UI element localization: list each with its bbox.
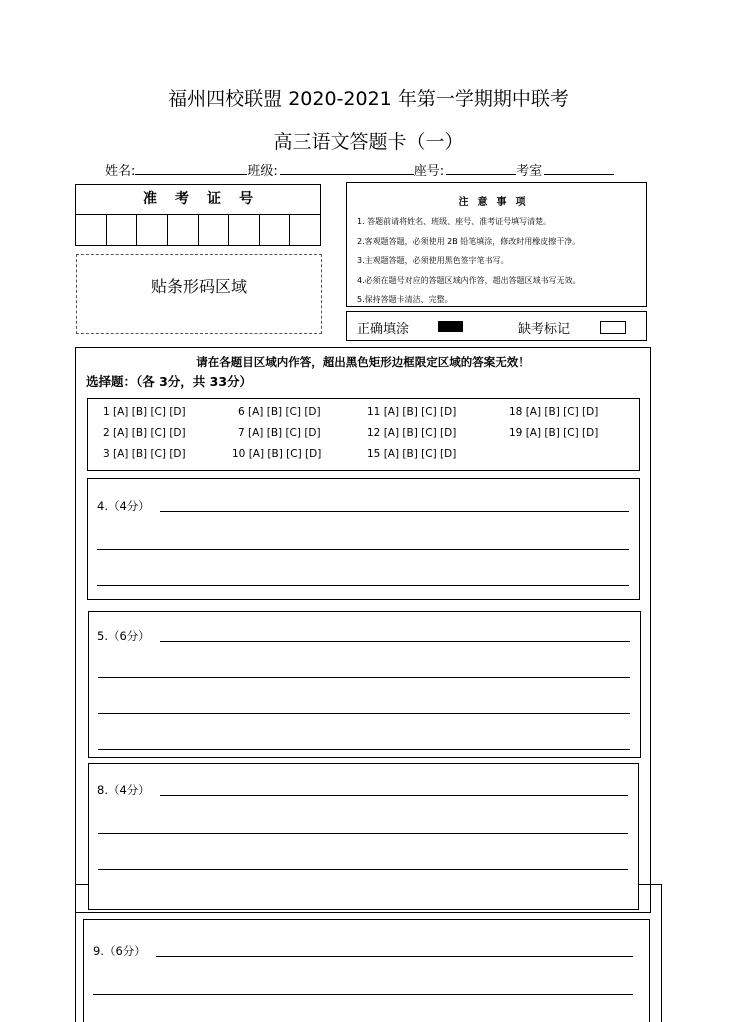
mc-item-18[interactable]: 18 [A] [B] [C] [D]	[509, 406, 599, 418]
mc-item-6[interactable]: 6 [A] [B] [C] [D]	[238, 406, 321, 418]
barcode-area	[76, 254, 322, 334]
q9-answer-line[interactable]	[93, 994, 633, 995]
q8-answer-line[interactable]	[98, 869, 628, 870]
barcode-area-label: 贴条形码区域	[150, 277, 247, 296]
exam-number-cell[interactable]	[260, 215, 291, 245]
q9-answer-line[interactable]	[156, 956, 633, 957]
q4-answer-line[interactable]	[160, 511, 629, 512]
exam-number-cell[interactable]	[137, 215, 168, 245]
notice-box	[346, 182, 647, 307]
student-info-row	[105, 160, 614, 179]
exam-number-cell[interactable]	[229, 215, 260, 245]
mc-item-15[interactable]: 15 [A] [B] [C] [D]	[367, 448, 457, 460]
class-label: 班级:	[247, 164, 278, 179]
exam-number-box	[75, 184, 321, 246]
q4-box	[87, 478, 640, 600]
q5-answer-line[interactable]	[98, 677, 630, 678]
mc-item-10[interactable]: 10 [A] [B] [C] [D]	[232, 448, 322, 460]
class-field[interactable]	[280, 162, 414, 175]
q4-label: 4.（4分）	[97, 499, 150, 513]
q5-answer-line[interactable]	[98, 713, 630, 714]
absent-mark-label: 缺考标记	[518, 322, 571, 337]
room-field[interactable]	[544, 162, 614, 175]
exam-number-cells	[76, 215, 320, 245]
notice-item: 2.客观题答题，必须使用 2B 铅笔填涂，修改时用橡皮擦干净。	[357, 236, 581, 246]
exam-number-heading: 准考证号	[76, 185, 320, 215]
q4-answer-line[interactable]	[97, 585, 629, 586]
q8-answer-line[interactable]	[160, 795, 628, 796]
q9-label: 9.（6分）	[93, 944, 146, 958]
mc-section-title: 选择题：（各 3分，共 33分）	[86, 374, 253, 389]
mc-item-1[interactable]: 1 [A] [B] [C] [D]	[103, 406, 186, 418]
q5-answer-line[interactable]	[98, 749, 630, 750]
seat-field[interactable]	[446, 162, 516, 175]
exam-number-cell[interactable]	[76, 215, 107, 245]
fill-legend	[346, 311, 647, 341]
page-subtitle: 高三语文答题卡（一）	[273, 131, 464, 153]
correct-fill-label: 正确填涂	[357, 322, 410, 337]
exam-number-cell[interactable]	[290, 215, 320, 245]
mc-item-19[interactable]: 19 [A] [B] [C] [D]	[509, 427, 599, 439]
room-label: 考室	[516, 164, 543, 179]
q5-answer-line[interactable]	[160, 641, 630, 642]
notice-item: 3.主观题答题，必须使用黑色签字笔书写。	[357, 256, 509, 265]
correct-fill-swatch	[438, 321, 463, 332]
absent-mark-checkbox[interactable]	[600, 321, 626, 334]
name-label: 姓名:	[105, 164, 136, 179]
exam-number-cell[interactable]	[107, 215, 138, 245]
q8-label: 8.（4分）	[97, 783, 150, 797]
notice-item: 1. 答题前请将姓名、班级、座号、准考证号填写清楚。	[357, 217, 552, 226]
name-field[interactable]	[135, 162, 247, 175]
mc-item-2[interactable]: 2 [A] [B] [C] [D]	[103, 427, 186, 439]
q4-answer-line[interactable]	[97, 549, 629, 550]
mc-item-7[interactable]: 7 [A] [B] [C] [D]	[238, 427, 321, 439]
notice-list	[357, 212, 646, 310]
mc-item-3[interactable]: 3 [A] [B] [C] [D]	[103, 448, 186, 460]
answer-warning: 请在各题目区域内作答，超出黑色矩形边框限定区域的答案无效！	[196, 355, 530, 369]
mc-item-12[interactable]: 12 [A] [B] [C] [D]	[367, 427, 457, 439]
q5-label: 5.（6分）	[97, 629, 150, 643]
notice-title: 注意事项	[458, 197, 535, 208]
q5-box	[88, 611, 641, 758]
q8-answer-line[interactable]	[98, 833, 628, 834]
q8-box	[88, 763, 639, 910]
seat-label: 座号:	[413, 164, 445, 179]
page-title: 福州四校联盟 2020-2021 年第一学期期中联考	[168, 88, 569, 110]
mc-item-11[interactable]: 11 [A] [B] [C] [D]	[367, 406, 457, 418]
q9-box	[83, 919, 650, 1022]
exam-number-cell[interactable]	[199, 215, 230, 245]
notice-item: 5.保持答题卡清洁、完整。	[357, 295, 453, 304]
notice-item: 4.必须在题号对应的答题区域内作答，超出答题区域书写无效。	[357, 275, 581, 285]
exam-number-cell[interactable]	[168, 215, 199, 245]
